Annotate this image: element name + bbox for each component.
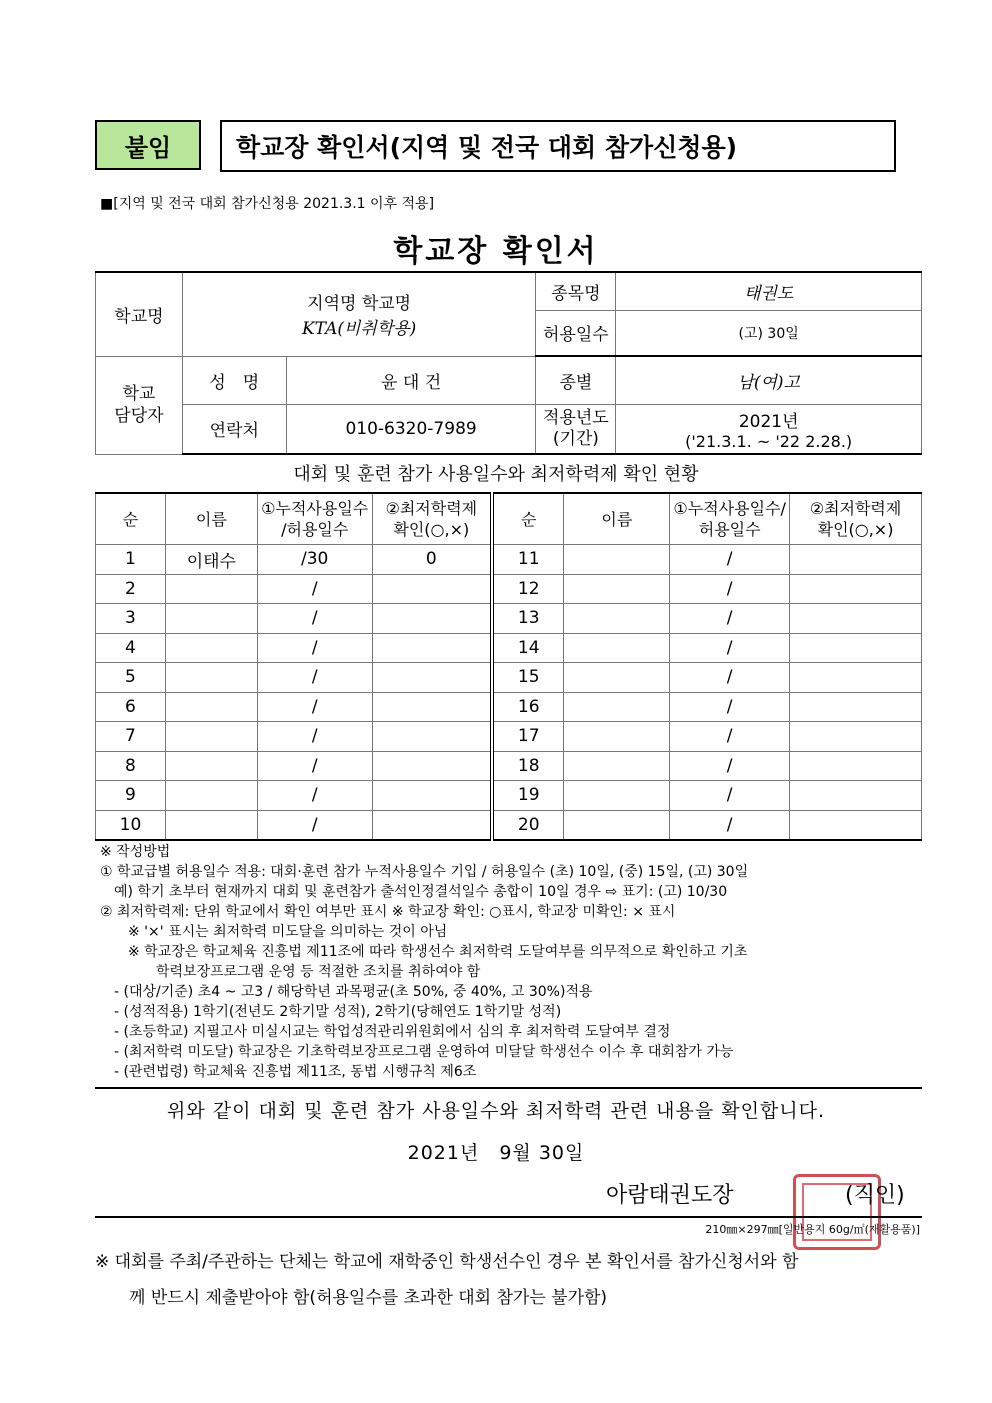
table-header-row <box>96 493 922 545</box>
principal-signature: 아람태권도장 <box>606 1183 734 1208</box>
name-label: 성 명 <box>182 356 286 404</box>
footer-line: 께 반드시 제출받아야 함(허용일수를 초과한 대회 참가는 불가함) <box>95 1288 608 1308</box>
row-name <box>165 810 257 840</box>
name-value: 윤 대 건 <box>286 356 536 404</box>
row-academic-check <box>372 574 492 604</box>
header-name: 이름 <box>165 493 257 545</box>
row-name <box>564 633 670 663</box>
row-academic-check <box>372 663 492 693</box>
staff-label: 학교 담당자 <box>96 356 183 454</box>
row-academic-check <box>790 663 922 693</box>
year-value: 2021년 <box>738 411 799 432</box>
row-seq: 18 <box>492 751 564 781</box>
row-days: / <box>257 692 372 722</box>
row-seq: 8 <box>96 751 166 781</box>
row-academic-check <box>790 722 922 752</box>
year-cell <box>616 404 922 454</box>
allowed-days-label: 허용일수 <box>536 310 616 356</box>
row-academic-check <box>790 692 922 722</box>
table-row <box>96 692 922 722</box>
row-days: / <box>670 751 790 781</box>
row-seq: 12 <box>492 574 564 604</box>
row-seq: 16 <box>492 692 564 722</box>
row-seq: 7 <box>96 722 166 752</box>
row-seq: 14 <box>492 633 564 663</box>
note-line: - (최저학력 미도달) 학교장은 기초학력보장프로그램 운영하여 미달달 학생선수 이수 후 대회참가 가능 <box>100 1044 734 1060</box>
row-name <box>165 692 257 722</box>
row-academic-check <box>790 604 922 634</box>
row-name <box>165 574 257 604</box>
row-academic-check <box>372 722 492 752</box>
document-header-title: 학교장 확인서(지역 및 전국 대회 참가신청용) <box>220 120 896 172</box>
table-row <box>96 722 922 752</box>
usage-table <box>95 492 922 841</box>
applicability-note: ■[지역 및 전국 대회 참가신청용 2021.3.1 이후 적용] <box>100 196 435 212</box>
note-line: ① 학교급별 허용일수 적용: 대회·훈련 참가 누적사용일수 기입 / 허용일수 (초) 10일, (중) 15일, (고) 30일 <box>100 864 749 880</box>
footer-notice <box>95 1244 925 1316</box>
row-name <box>564 692 670 722</box>
table-row <box>96 545 922 575</box>
row-days: / <box>670 604 790 634</box>
row-seq: 9 <box>96 781 166 811</box>
row-academic-check <box>372 604 492 634</box>
row-academic-check <box>790 574 922 604</box>
confirmation-statement: 위와 같이 대회 및 훈련 참가 사용일수와 최저학력 관련 내용을 확인합니다. <box>166 1100 826 1122</box>
row-seq: 19 <box>492 781 564 811</box>
row-name <box>165 722 257 752</box>
row-seq: 11 <box>492 545 564 575</box>
row-seq: 4 <box>96 633 166 663</box>
gender-value: 남(여)고 <box>616 356 922 404</box>
row-seq: 20 <box>492 810 564 840</box>
row-academic-check: 0 <box>372 545 492 575</box>
row-seq: 15 <box>492 663 564 693</box>
row-name <box>564 722 670 752</box>
header-seq-2: 순 <box>492 493 564 545</box>
table-row <box>96 633 922 663</box>
row-days: / <box>257 751 372 781</box>
row-name <box>564 810 670 840</box>
header-name-2: 이름 <box>564 493 670 545</box>
row-days: / <box>670 722 790 752</box>
row-name <box>165 781 257 811</box>
page-title: 학교장 확인서 <box>393 234 599 269</box>
contact-value: 010-6320-7989 <box>286 404 536 454</box>
table-row <box>96 751 922 781</box>
row-seq: 2 <box>96 574 166 604</box>
paper-spec: 210㎜×297㎜[일반용지 60g/㎡(재활용품)] <box>705 1223 920 1236</box>
row-name <box>564 545 670 575</box>
header-seq: 순 <box>96 493 166 545</box>
row-days: / <box>257 574 372 604</box>
paper-divider <box>95 1216 922 1218</box>
table-row <box>96 574 922 604</box>
footer-line: ※ 대회를 주최/주관하는 단체는 학교에 재학중인 학생선수인 경우 본 확인서를 참가신청서와 함 <box>95 1252 799 1272</box>
divider <box>95 1087 922 1089</box>
row-days: / <box>670 781 790 811</box>
row-name <box>564 663 670 693</box>
gender-label: 종별 <box>536 356 616 404</box>
year-label: 적용년도 (기간) <box>536 404 616 454</box>
row-days: / <box>670 810 790 840</box>
attachment-tag: 붙임 <box>95 120 201 170</box>
row-academic-check <box>372 692 492 722</box>
row-days: / <box>670 692 790 722</box>
row-name <box>564 574 670 604</box>
issue-date: 2021년 9월 30일 <box>407 1142 585 1164</box>
table-row <box>96 663 922 693</box>
table-row <box>96 781 922 811</box>
header-academic: ②최저학력제 확인(○,×) <box>372 493 492 545</box>
table-row <box>96 604 922 634</box>
row-name <box>165 633 257 663</box>
note-line: ※ 학교장은 학교체육 진흥법 제11조에 따라 학생선수 최저학력 도달여부를 의무적으로 확인하고 기초 <box>100 944 748 960</box>
header-days-2: ①누적사용일수/ 허용일수 <box>670 493 790 545</box>
seal-mark: (직인) <box>845 1183 905 1208</box>
row-seq: 13 <box>492 604 564 634</box>
row-days: / <box>257 810 372 840</box>
note-line: - (초등학교) 지필고사 미실시교는 학업성적관리위원회에서 심의 후 최저학력 도달여부 결정 <box>100 1024 671 1040</box>
sport-value: 태권도 <box>616 272 922 310</box>
row-name: 이태수 <box>165 545 257 575</box>
note-line: ※ 작성방법 <box>100 844 171 860</box>
school-label: 학교명 <box>96 272 183 356</box>
header-academic-2: ②최저학력제 확인(○,×) <box>790 493 922 545</box>
writing-instructions <box>100 842 930 1082</box>
row-name <box>165 751 257 781</box>
row-academic-check <box>790 781 922 811</box>
row-seq: 17 <box>492 722 564 752</box>
note-line: - (대상/기준) 초4 ~ 고3 / 해당학년 과목평균(초 50%, 중 40%, 고 30%)적용 <box>100 984 593 1000</box>
row-days: / <box>670 574 790 604</box>
row-days: /30 <box>257 545 372 575</box>
row-academic-check <box>372 633 492 663</box>
row-name <box>165 604 257 634</box>
section-title: 대회 및 훈련 참가 사용일수와 최저학력제 확인 현황 <box>293 464 699 485</box>
note-line: 학력보장프로그램 운영 등 적절한 조치를 취하여야 함 <box>100 964 481 980</box>
table-body <box>96 545 922 841</box>
sport-label: 종목명 <box>536 272 616 310</box>
row-days: / <box>257 781 372 811</box>
row-name <box>564 751 670 781</box>
school-name-line1: 지역명 학교명 <box>307 294 412 315</box>
table-row <box>96 810 922 840</box>
info-table <box>95 271 922 455</box>
row-days: / <box>257 633 372 663</box>
row-academic-check <box>790 810 922 840</box>
note-line: - (성적적용) 1학기(전년도 2학기말 성적), 2학기(당해연도 1학기말 성적) <box>100 1004 562 1020</box>
row-academic-check <box>372 751 492 781</box>
note-line: ※ '×' 표시는 최저학력 미도달을 의미하는 것이 아님 <box>100 924 448 940</box>
row-days: / <box>670 663 790 693</box>
row-academic-check <box>790 751 922 781</box>
row-seq: 5 <box>96 663 166 693</box>
row-name <box>564 781 670 811</box>
row-name <box>165 663 257 693</box>
row-days: / <box>257 722 372 752</box>
row-academic-check <box>790 545 922 575</box>
row-seq: 10 <box>96 810 166 840</box>
row-academic-check <box>372 781 492 811</box>
row-days: / <box>257 663 372 693</box>
school-cell <box>182 272 536 356</box>
row-academic-check <box>372 810 492 840</box>
allowed-days-value: (고) 30일 <box>616 310 922 356</box>
row-seq: 6 <box>96 692 166 722</box>
row-days: / <box>257 604 372 634</box>
row-days: / <box>670 633 790 663</box>
note-line: - (관련법령) 학교체육 진흥법 제11조, 동법 시행규칙 제6조 <box>100 1064 477 1080</box>
year-period: ('21.3.1. ~ '22 2.28.) <box>685 431 853 451</box>
contact-label: 연락처 <box>182 404 286 454</box>
row-academic-check <box>790 633 922 663</box>
school-name-line2: KTA(비취학용) <box>301 319 417 340</box>
row-name <box>564 604 670 634</box>
header-days: ①누적사용일수 /허용일수 <box>257 493 372 545</box>
note-line: ② 최저학력제: 단위 학교에서 확인 여부만 표시 ※ 학교장 확인: ○표시, 학교장 미확인: × 표시 <box>100 904 676 920</box>
row-seq: 1 <box>96 545 166 575</box>
note-line: 예) 학기 초부터 현재까지 대회 및 훈련참가 출석인정결석일수 총합이 10일 경우 ⇨ 표기: (고) 10/30 <box>100 884 728 900</box>
row-seq: 3 <box>96 604 166 634</box>
row-days: / <box>670 545 790 575</box>
